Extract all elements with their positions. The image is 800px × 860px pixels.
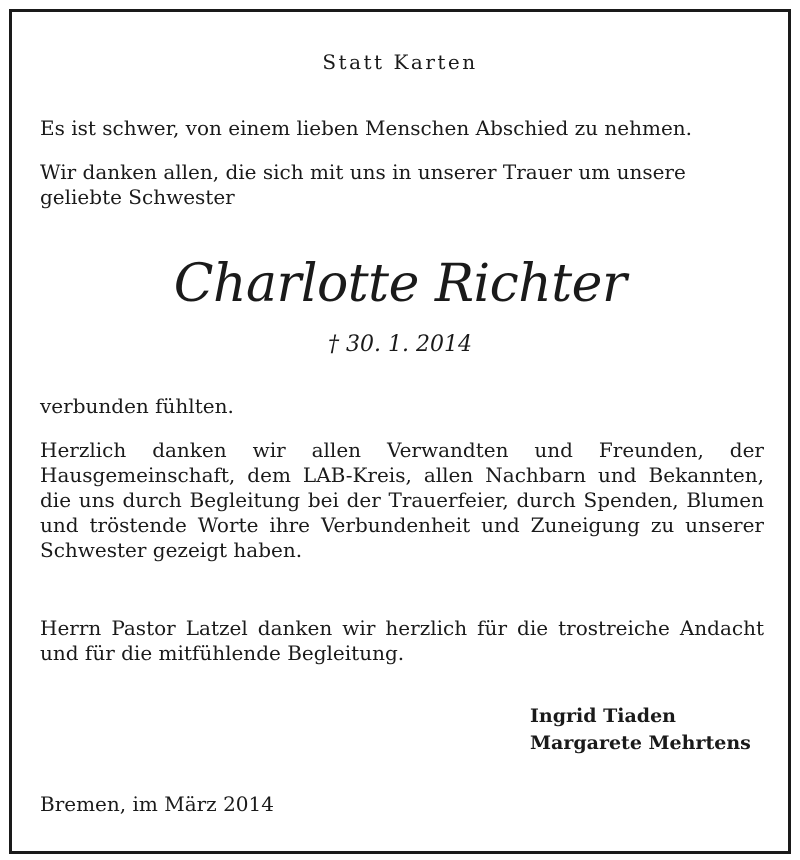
notice-header: Statt Karten bbox=[322, 50, 478, 74]
obituary-notice bbox=[9, 9, 791, 854]
place-date: Bremen, im März 2014 bbox=[40, 792, 274, 816]
thanks-line-1: Wir danken allen, die sich mit uns in unserer Trauer um unsere bbox=[40, 160, 686, 184]
pastor-text: Herrn Pastor Latzel danken wir herzlich für die trostreiche Andacht und für die mitfühlende Begleitung. bbox=[40, 616, 764, 665]
signatory-1: Ingrid Tiaden bbox=[530, 705, 676, 727]
intro-text: Es ist schwer, von einem lieben Menschen Abschied zu nehmen. bbox=[40, 116, 693, 140]
deceased-name: Charlotte Richter bbox=[173, 254, 627, 314]
signatory-2: Margarete Mehrtens bbox=[530, 732, 751, 754]
connected-text: verbunden fühlten. bbox=[40, 394, 234, 418]
death-date: † 30. 1. 2014 bbox=[328, 332, 472, 357]
gratitude-text: Herzlich danken wir allen Verwandten und Freunden, der Hausgemeinschaft, dem LAB-Kreis, allen Nachbarn und Bekannten, die uns durch Begleitung bei der Trauerfeier, durch Spenden, Blumen und tröstende Worte ihre Verbundenheit und Zuneigung zu unserer Schwester gezeigt haben. bbox=[40, 438, 764, 562]
thanks-line-2: geliebte Schwester bbox=[40, 185, 235, 209]
